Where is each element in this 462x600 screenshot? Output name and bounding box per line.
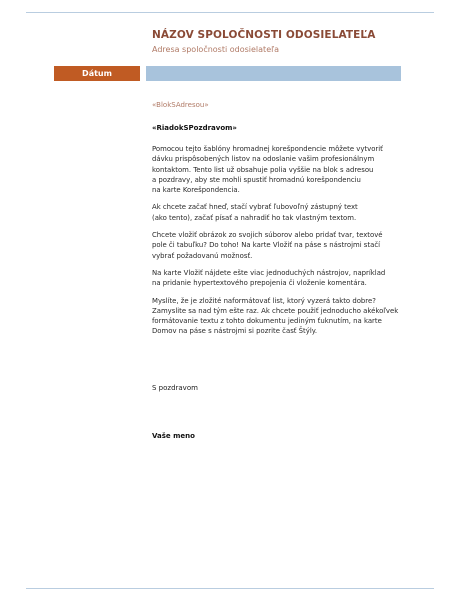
body-paragraph-5[interactable]: Myslíte, že je zložité naformátovať list, ktorý vyzerá takto dobre? Zamyslite sa nad tým ešte raz. Ak chcete použiť jednoducho akékoľvek formátovanie textu z tohto dokumentu jediným ťuknutím, na karte Domov na páse s nástrojmi si pozrite časť Štýly. <box>152 296 399 336</box>
signer-name[interactable]: Vaše meno <box>152 432 195 440</box>
body-paragraph-3[interactable]: Chcete vložiť obrázok zo svojich súborov alebo pridať tvar, textové pole či tabuľku? Do toho! Na karte Vložiť na páse s nástrojmi stačí vybrať požadovanú možnosť. <box>152 231 383 260</box>
bottom-divider <box>26 588 434 589</box>
top-divider <box>26 12 434 13</box>
company-name[interactable]: NÁZOV SPOLOČNOSTI ODOSIELATEĽA <box>152 29 376 41</box>
letter-body <box>152 100 404 344</box>
date-banner[interactable] <box>54 66 140 81</box>
header-accent-bar <box>146 66 401 81</box>
greeting-line-field[interactable]: «RiadokSPozdravom» <box>152 124 237 132</box>
body-paragraph-2[interactable]: Ak chcete začať hneď, stačí vybrať ľubovoľný zástupný text (ako tento), začať písať a nahradiť ho tak vlastným textom. <box>152 203 358 222</box>
address-block-field[interactable]: «BlokSAdresou» <box>152 101 209 109</box>
company-address[interactable]: Adresa spoločnosti odosielateľa <box>152 45 280 54</box>
date-label[interactable]: Dátum <box>82 69 112 78</box>
body-paragraph-4[interactable]: Na karte Vložiť nájdete ešte viac jednoduchých nástrojov, napríklad na pridanie hypertextového prepojenia či vloženie komentára. <box>152 268 386 288</box>
closing-line[interactable]: S pozdravom <box>152 384 198 392</box>
body-paragraph-1[interactable]: Pomocou tejto šablóny hromadnej korešpondencie môžete vytvoriť dávku prispôsobených listov na odoslanie vašim profesionálnym kontaktom. Tento list už obsahuje polia vyššie na blok s adresou a pozdravy, aby ste mohli spustiť hromadnú korešpondenciu na karte Korešpondencia. <box>152 145 383 195</box>
